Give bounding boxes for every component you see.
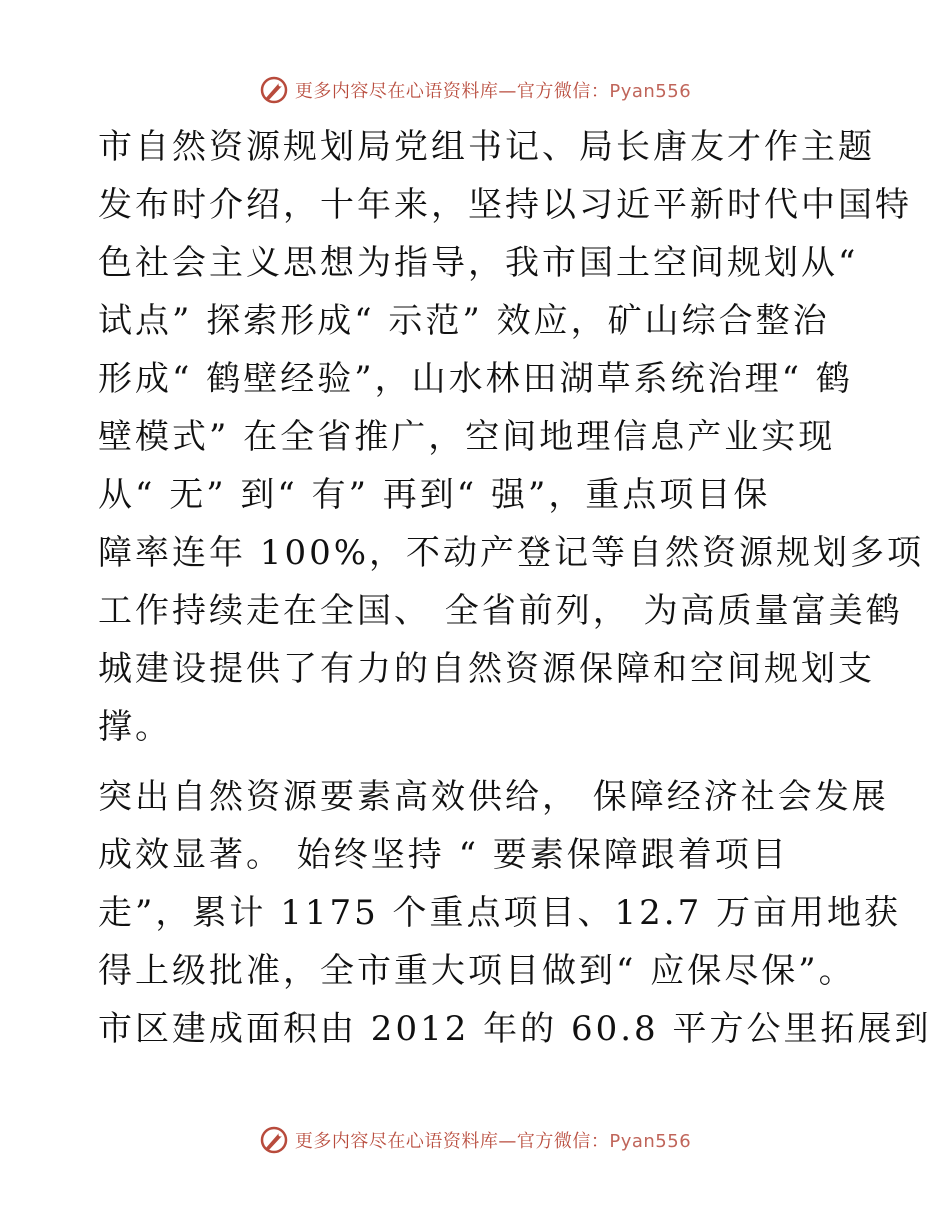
text-line: 市自然资源规划局党组书记、局长唐友才作主题 (98, 127, 875, 167)
footer-banner (0, 1122, 950, 1158)
text-line: 突出自然资源要素高效供给， 保障经济社会发展 (98, 777, 889, 817)
pen-logo-icon (259, 75, 289, 105)
pen-logo-icon (259, 1125, 289, 1155)
text-line: 形成“ 鹤壁经验”，山水林田湖草系统治理“ 鹤 (98, 359, 853, 399)
banner-text: 更多内容尽在心语资料库—官方微信：Pyan556 (294, 1131, 692, 1152)
text-line: 走”，累计 1175 个重点项目、12.7 万亩用地获 (98, 893, 902, 933)
text-line: 成效显著。 始终坚持 “ 要素保障跟着项目 (98, 835, 789, 875)
header-banner (0, 72, 950, 108)
text-line: 城建设提供了有力的自然资源保障和空间规划支 (98, 649, 875, 689)
text-line: 试点” 探索形成“ 示范” 效应，矿山综合整治 (98, 301, 830, 341)
wechat-handle: Pyan556 (609, 81, 692, 102)
text-line: 市区建成面积由 2012 年的 60.8 平方公里拓展到 (98, 1009, 932, 1049)
document-body (98, 118, 932, 1058)
paragraph-1 (98, 118, 925, 756)
text-line: 从“ 无” 到“ 有” 再到“ 强”，重点项目保 (98, 475, 771, 515)
paragraph-spacer (98, 756, 858, 768)
text-line: 得上级批准，全市重大项目做到“ 应保尽保”。 (98, 951, 856, 991)
text-line: 工作持续走在全国、 全省前列， 为高质量富美鹤 (98, 591, 903, 631)
text-line: 撑。 (98, 707, 172, 747)
wechat-handle: Pyan556 (609, 1131, 692, 1152)
paragraph-2 (98, 768, 932, 1058)
text-line: 壁模式” 在全省推广，空间地理信息产业实现 (98, 417, 836, 457)
banner-text: 更多内容尽在心语资料库—官方微信：Pyan556 (294, 81, 692, 102)
text-line: 色社会主义思想为指导，我市国土空间规划从“ (98, 243, 859, 283)
text-line: 发布时介绍，十年来，坚持以习近平新时代中国特 (98, 185, 912, 225)
text-line: 障率连年 100%，不动产登记等自然资源规划多项 (98, 533, 925, 573)
